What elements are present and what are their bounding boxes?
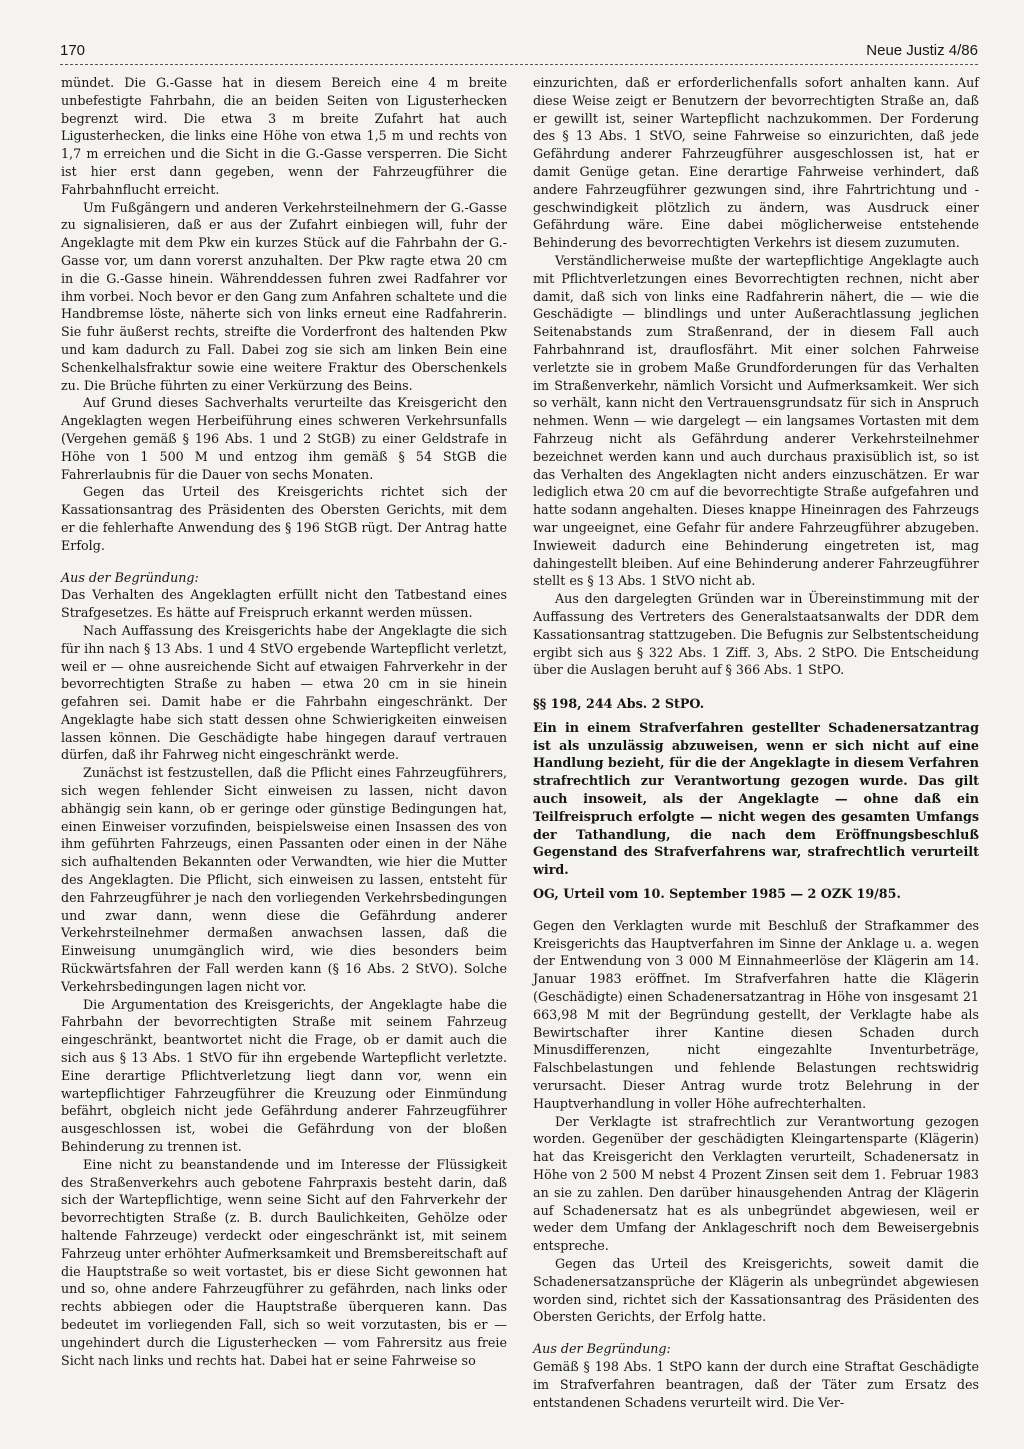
- paragraph: Verständlicherweise mußte der wartepflichtige Angeklagte auch mit Pflichtverletzungen eines Bevorrechtigten rechnen, nicht aber damit, daß sich von links eine Radfahrerin nähert, die — wie die Geschädigte — blindlings und unter Außerachtlassung jeglichen Seitenabstands zum Straßenrand, der in diesem Fall auch Fahrbahnrand ist, drauflosfährt. Mit einer solchen Fahrweise verletzte sie in grobem Maße Grundforderungen für das Verhalten im Straßenverkehr, nämlich Vorsicht und Aufmerksamkeit. Wer sich so verhält, kann nicht den Vertrauensgrundsatz für sich in Anspruch nehmen. Wenn — wie dargelegt — ein langsames Vortasten mit dem Fahrzeug nicht als Gefährdung anderer Verkehrsteilnehmer bezeichnet werden kann und auch durchaus praxisüblich ist, so ist das Verhalten des Angeklagten nicht anders einzuschätzen. Er war lediglich etwa 20 cm auf die bevorrechtigte Straße aufgefahren und hatte sodann angehalten. Dieses knappe Hineinragen des Fahrzeugs war ungeeignet, eine Gefahr für andere Fahrzeugführer abzugeben. Inwieweit dadurch eine Behinderung eingetreten ist, mag dahingestellt bleiben. Auf eine Behinderung anderer Fahrzeugführer stellt es § 13 Abs. 1 StVO nicht ab.: [533, 252, 979, 589]
- paragraph: Das Verhalten des Angeklagten erfüllt nicht den Tatbestand eines Strafgesetzes. Es hätte auf Freispruch erkannt werden müssen.: [61, 587, 507, 621]
- section-heading: Aus der Begründung:: [533, 1341, 671, 1357]
- court-citation: OG, Urteil vom 10. September 1985 — 2 OZK 19/85.: [533, 886, 901, 902]
- paragraph: Auf Grund dieses Sachverhalts verurteilte das Kreisgericht den Angeklagten wegen Herbeiführung eines schweren Verkehrsunfalls (Vergehen gemäß § 196 Abs. 1 und 2 StGB) zu einer Geldstrafe in Höhe von 1 500 M und entzog ihm gemäß § 54 StGB die Fahrerlaubnis für die Dauer von sechs Monaten.: [61, 395, 507, 482]
- paragraph: Gegen das Urteil des Kreisgerichts richtet sich der Kassationsantrag des Präsidenten des Obersten Gerichts, mit dem er die fehlerhafte Anwendung des § 196 StGB rügt. Der Antrag hatte Erfolg.: [61, 484, 507, 553]
- paragraph: Zunächst ist festzustellen, daß die Pflicht eines Fahrzeugführers, sich wegen fehlender Sicht einweisen zu lassen, nicht davon abhängig sein kann, ob er geringe oder günstige Bedingungen hat, einen Einweiser vorzufinden, beispielsweise einen Insassen des von ihm geführten Fahrzeugs, einen Passanten oder einen in der Nähe sich aufhaltenden Bekannten oder Verwandten, wie hier die Mutter des Angeklagten. Die Pflicht, sich einweisen zu lassen, entsteht für den Fahrzeugführer je nach den vorliegenden Verkehrsbedingungen und zwar dann, wenn diese die Gefährdung anderer Verkehrsteilnehmer dermaßen anwachsen lassen, daß die Einweisung unumgänglich wird, wie dies besonders beim Rückwärtsfahren der Fall werden kann (§ 16 Abs. 2 StVO). Solche Verkehrsbedingungen lagen nicht vor.: [61, 765, 507, 994]
- paragraph: Die Argumentation des Kreisgerichts, der Angeklagte habe die Fahrbahn der bevorrechtigten Straße mit seinem Fahrzeug eingeschränkt, beantwortet nicht die Frage, ob er damit auch die sich aus § 13 Abs. 1 StVO für ihn ergebende Wartepflicht verletzte. Eine derartige Pflichtverletzung liegt dann vor, wenn ein wartepflichtiger Fahrzeugführer die Kreuzung oder Einmündung befährt, obgleich nicht jede Gefährdung anderer Fahrzeugführer ausgeschlossen ist, wobei die Gefährdung von der bloßen Behinderung zu trennen ist.: [61, 996, 507, 1155]
- headnote: Ein in einem Strafverfahren gestellter Schadenersatzantrag ist als unzulässig abzuweisen, wenn er sich nicht auf eine Handlung bezieht, für die der Angeklagte in diesem Verfahren strafrechtlich zur Verantwortung gezogen wurde. Das gilt auch insoweit, als der Angeklagte — ohne daß ein Teilfreispruch erfolgte — nicht wegen des gesamten Umfangs der Tathandlung, die nach dem Eröffnungsbeschluß Gegenstand des Strafverfahrens war, strafrechtlich verurteilt wird.: [533, 719, 979, 878]
- journal-issue: Neue Justiz 4/86: [866, 42, 978, 59]
- left-column: [61, 74, 507, 1369]
- right-column: [533, 74, 979, 1411]
- page-number: 170: [60, 42, 86, 59]
- paragraph: Nach Auffassung des Kreisgerichts habe der Angeklagte die sich für ihn nach § 13 Abs. 1 und 4 StVO ergebende Wartepflicht verletzt, weil er — ohne ausreichende Sicht auf etwaigen Fahrverkehr in der bevorrechtigten Straße zu haben — etwa 20 cm in sie hinein gefahren sei. Damit habe er die Fahrbahn eingeschränkt. Der Angeklagte habe sich statt dessen ohne Schwierigkeiten einweisen lassen können. Die Geschädigte habe hingegen darauf vertrauen dürfen, daß ihr Fahrweg nicht eingeschränkt werde.: [61, 622, 507, 763]
- paragraph: Gegen den Verklagten wurde mit Beschluß der Strafkammer des Kreisgerichts das Hauptverfahren im Sinne der Anklage u. a. wegen der Entwendung von 3 000 M Einnahmeerlöse der Klägerin am 14. Januar 1983 eröffnet. Im Strafverfahren hatte die Klägerin (Geschädigte) einen Schadenersatzantrag in Höhe von insgesamt 21 663,98 M mit der Begründung gestellt, der Verklagte habe als Bewirtschafter ihrer Kantine diesen Schaden durch Minusdifferenzen, nicht eingezahlte Inventurbeträge, Falschbelastungen und fehlende Belastungen rechtswidrig verursacht. Dieser Antrag wurde trotz Belehrung in der Hauptverhandlung in voller Höhe aufrechterhalten.: [533, 917, 979, 1111]
- paragraph: einzurichten, daß er erforderlichenfalls sofort anhalten kann. Auf diese Weise zeigt er Benutzern der bevorrechtigten Straße an, daß er gewillt ist, seiner Wartepflicht nachzukommen. Der Forderung des § 13 Abs. 1 StVO, seine Fahrweise so einzurichten, daß jede Gefährdung anderer Fahrzeugführer ausgeschlossen ist, hat er damit Genüge getan. Eine derartige Fahrweise verhindert, daß andere Fahrzeugführer gezwungen sind, ihre Fahrtrichtung und -geschwindigkeit plötzlich zu ändern, was Ausdruck einer Gefährdung wäre. Eine dabei möglicherweise entstehende Behinderung des bevorrechtigten Verkehrs ist diesem zuzumuten.: [533, 75, 979, 251]
- page-header: [60, 40, 978, 65]
- statute-reference: §§ 198, 244 Abs. 2 StPO.: [533, 696, 705, 712]
- paragraph: mündet. Die G.-Gasse hat in diesem Bereich eine 4 m breite unbefestigte Fahrbahn, die an beiden Seiten von Ligusterhecken begrenzt wird. Die etwa 3 m breite Zufahrt hat auch Ligusterhecken, die links eine Höhe von etwa 1,5 m und rechts von 1,7 m erreichen und die Sicht in die G.-Gasse versperren. Die Sicht ist hier erst dann gegeben, wenn der Fahrzeugführer die Fahrbahnflucht erreicht.: [61, 75, 507, 197]
- paragraph: Gegen das Urteil des Kreisgerichts, soweit damit die Schadenersatzansprüche der Klägerin als unbegründet abgewiesen worden sind, richtet sich der Kassationsantrag des Präsidenten des Obersten Gerichts, der Erfolg hatte.: [533, 1256, 979, 1325]
- paragraph: Gemäß § 198 Abs. 1 StPO kann der durch eine Straftat Geschädigte im Strafverfahren beantragen, daß der Täter zum Ersatz des entstandenen Schadens verurteilt wird. Die Ver-: [533, 1358, 979, 1410]
- paragraph: Der Verklagte ist strafrechtlich zur Verantwortung gezogen worden. Gegenüber der geschädigten Kleingartensparte (Klägerin) hat das Kreisgericht den Verklagten verurteilt, Schadenersatz in Höhe von 2 500 M nebst 4 Prozent Zinsen seit dem 1. Februar 1983 an sie zu zahlen. Den darüber hinausgehenden Antrag der Klägerin auf Schadenersatz hat es als unbegründet abgewiesen, weil er weder dem Umfang der Anklageschrift noch dem Beweisergebnis entspreche.: [533, 1113, 979, 1254]
- section-heading: Aus der Begründung:: [61, 569, 199, 585]
- paragraph: Eine nicht zu beanstandende und im Interesse der Flüssigkeit des Straßenverkehrs auch gebotene Fahrpraxis besteht darin, daß sich der Wartepflichtige, wenn seine Sicht auf den Fahrverkehr der bevorrechtigten Straße (z. B. durch Baulichkeiten, Gehölze oder haltende Fahrzeuge) verdeckt oder eingeschränkt ist, mit seinem Fahrzeug unter erhöhter Aufmerksamkeit und Bremsbereitschaft auf die Hauptstraße so weit vortastet, bis er diese Sicht gewonnen hat und so, ohne andere Fahrzeugführer zu gefährden, nach links oder rechts abbiegen oder die Hauptstraße überqueren kann. Das bedeutet im vorliegenden Fall, sich so weit vorzutasten, bis er — ungehindert durch die Ligusterhecken — vom Fahrersitz aus freie Sicht nach links und rechts hat. Dabei hat er seine Fahrweise so: [61, 1156, 507, 1368]
- paragraph: Aus den dargelegten Gründen war in Übereinstimmung mit der Auffassung des Vertreters des Generalstaatsanwalts der DDR dem Kassationsantrag stattzugeben. Die Befugnis zur Selbstentscheidung ergibt sich aus § 322 Abs. 1 Ziff. 3, Abs. 2 StPO. Die Entscheidung über die Auslagen beruht auf § 366 Abs. 1 StPO.: [533, 591, 979, 678]
- paragraph: Um Fußgängern und anderen Verkehrsteilnehmern der G.-Gasse zu signalisieren, daß er aus der Zufahrt einbiegen will, fuhr der Angeklagte mit dem Pkw ein kurzes Stück auf die Fahrbahn der G.-Gasse vor, um dann vorerst anzuhalten. Der Pkw ragte etwa 20 cm in die G.-Gasse hinein. Währenddessen fuhren zwei Radfahrer vor ihm vorbei. Noch bevor er den Gang zum Anfahren schaltete und die Handbremse löste, näherte sich von links erneut eine Radfahrerin. Sie fuhr äußerst rechts, streifte die Vorderfront des haltenden Pkw und kam dadurch zu Fall. Dabei zog sie sich am linken Bein eine Schenkelhalsfraktur sowie eine weitere Fraktur des Oberschenkels zu. Die Brüche führten zu einer Verkürzung des Beins.: [61, 199, 507, 393]
